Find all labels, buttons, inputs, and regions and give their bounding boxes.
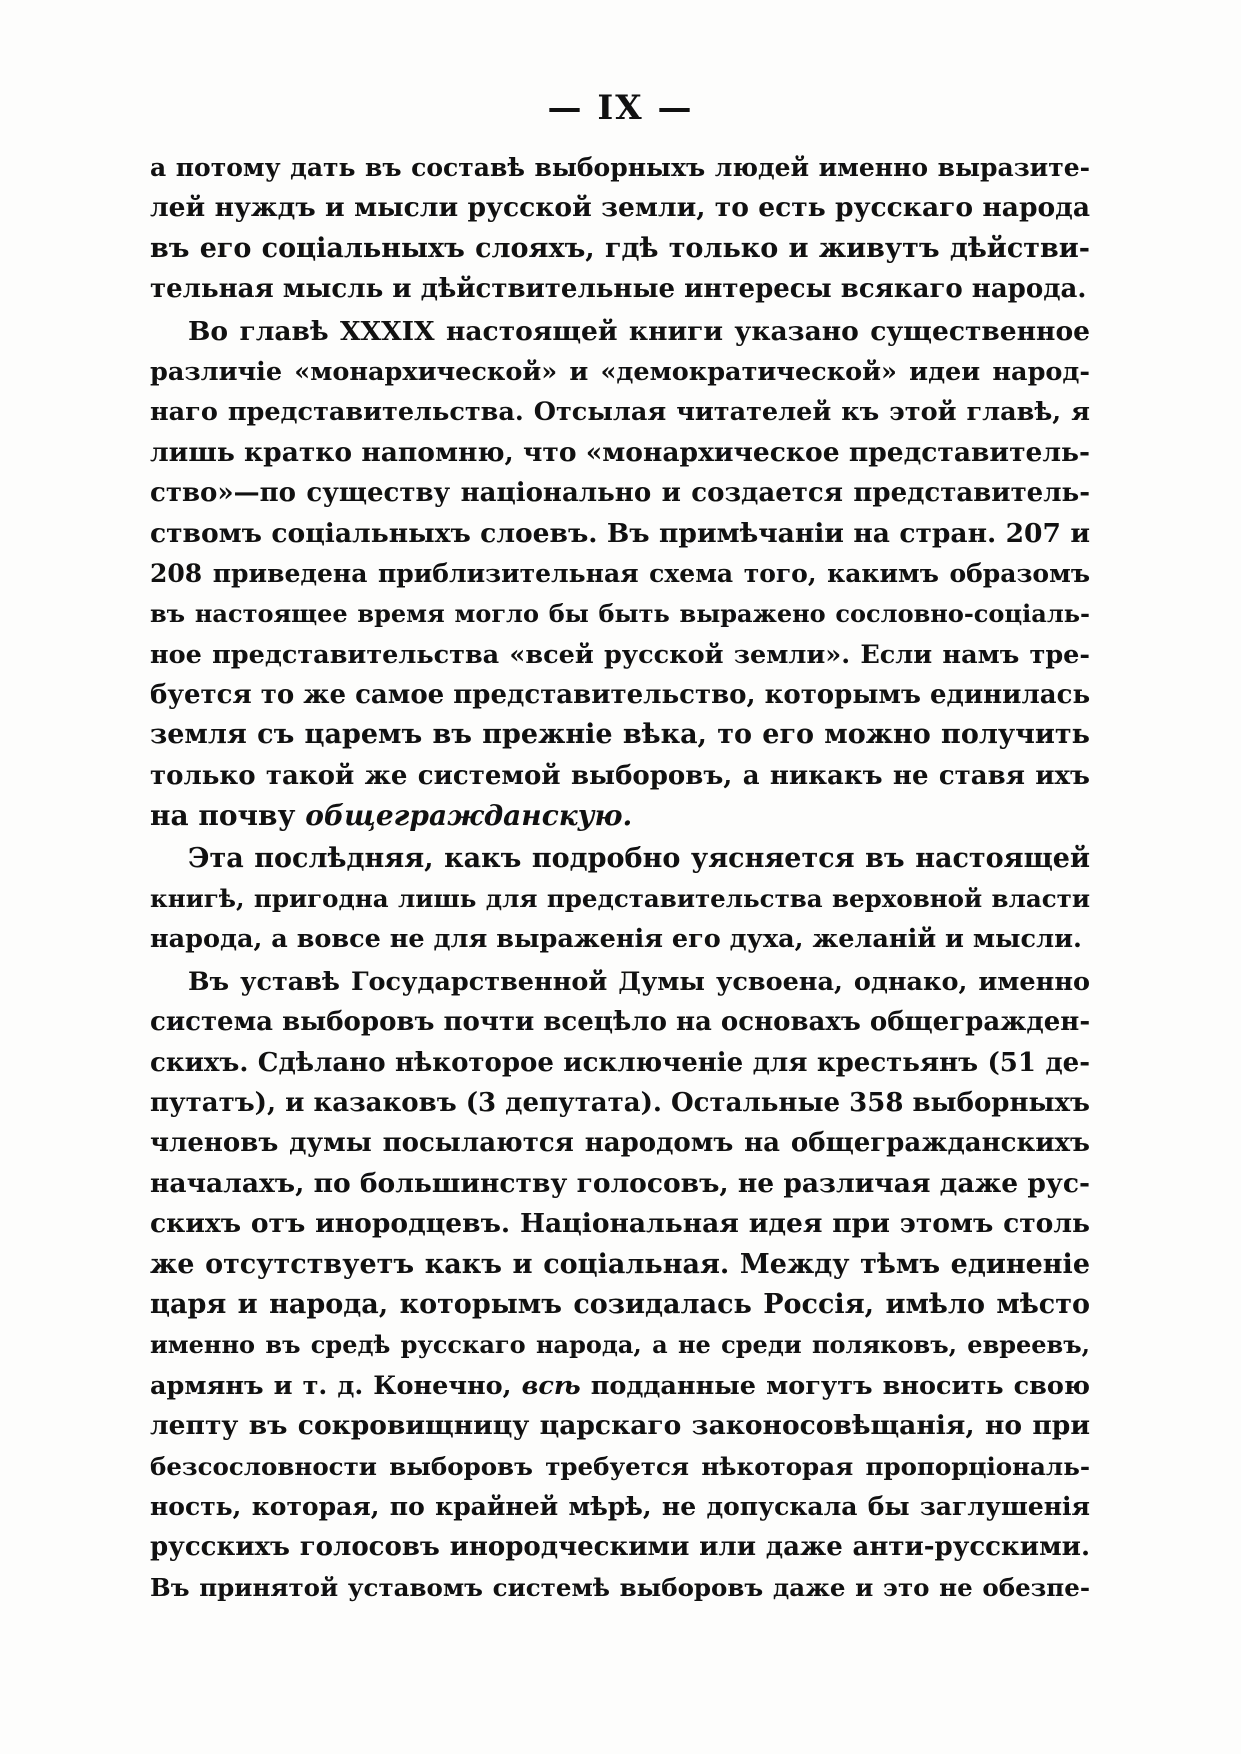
text-line: лепту въ сокровищницу царскаго законосовѣщанія, но при (150, 1410, 1090, 1442)
text-line: путатъ), и казаковъ (3 депутата). Остальные 358 выборныхъ (150, 1087, 1090, 1118)
text-line: буется то же самое представительство, которымъ единилась (150, 680, 1091, 711)
text-line: же отсутствуетъ какъ и соціальная. Между тѣмъ единеніе (150, 1248, 1090, 1280)
paragraph-1 (150, 148, 1090, 310)
italic-term: всѣ (521, 1370, 581, 1401)
text-line: 208 приведена приблизительная схема того, какимъ образомъ (150, 558, 1090, 588)
body-text (150, 148, 1090, 1608)
text-line: русскихъ голосовъ инородческими или даже анти-русскими. (150, 1532, 1090, 1563)
text-line: Эта послѣдняя, какъ подробно уясняется въ настоящей (188, 842, 1090, 874)
text-line (150, 1366, 1090, 1406)
text-line: система выборовъ почти всецѣло на основахъ общегражден- (150, 1007, 1091, 1038)
text-line: царя и народа, которымъ созидалась Россія, имѣло мѣсто (150, 1288, 1090, 1320)
text-line: ство»—по существу національно и создается представитель- (150, 478, 1090, 509)
text-line: въ его соціальныхъ слояхъ, гдѣ только и живутъ дѣйстви- (150, 232, 1090, 264)
text-line: народа, а вовсе не для выраженія его духа, желаній и мысли. (150, 924, 1082, 955)
text-line: Въ принятой уставомъ системѣ выборовъ даже и это не обезпе- (150, 1572, 1090, 1602)
text-line: Въ уставѣ Государственной Думы усвоена, однако, именно (188, 966, 1090, 997)
text-line: скихъ отъ инородцевъ. Національная идея при этомъ столь (150, 1208, 1090, 1240)
text-line (150, 796, 1090, 836)
text-line: тельная мысль и дѣйствительные интересы всякаго народа. (150, 274, 1087, 305)
text-line: Во главѣ XXXIX настоящей книги указано существенное (188, 315, 1090, 347)
text-line: началахъ, по большинству голосовъ, не различая даже рус- (150, 1167, 1090, 1199)
paragraph-2 (150, 312, 1090, 837)
text-line: ное представительства «всей русской земли». Если намъ тре- (150, 639, 1090, 670)
text-run: армянъ и т. д. Конечно, (150, 1370, 522, 1401)
text-line: именно въ средѣ русскаго народа, а не среди поляковъ, евреевъ, (150, 1330, 1090, 1360)
text-line: наго представительства. Отсылая читателей къ этой главѣ, я (150, 397, 1090, 428)
text-line: различіе «монархической» и «демократической» идеи народ- (150, 356, 1090, 387)
text-line: членовъ думы посылаются народомъ на общегражданскихъ (150, 1128, 1090, 1159)
text-run: на почву (150, 799, 306, 833)
text-line: только такой же системой выборовъ, а никакъ не ставя ихъ (150, 760, 1090, 791)
text-line: въ настоящее время могло бы быть выражено сословно-соціаль- (150, 599, 1090, 629)
text-line: книгѣ, пригодна лишь для представительства верховной власти (150, 884, 1090, 914)
text-line: земля съ царемъ въ прежніе вѣка, то его можно получить (150, 719, 1090, 751)
text-run: подданные могутъ вносить свою (580, 1370, 1091, 1401)
text-line: а потому дать въ составѣ выборныхъ людей именно выразите- (150, 153, 1090, 182)
text-line: ность, которая, по крайней мѣрѣ, не допускала бы заглушенія (150, 1491, 1090, 1521)
text-line: лишь кратко напомню, что «монархическое представитель- (150, 436, 1091, 468)
paragraph-3 (150, 839, 1090, 960)
page-number: — IX — (547, 88, 694, 128)
text-line: ствомъ соціальныхъ слоевъ. Въ примѣчаніи на стран. 207 и (150, 517, 1090, 549)
text-line: безсословности выборовъ требуется нѣкоторая пропорціональ- (150, 1451, 1090, 1481)
italic-term: общегражданскую. (305, 799, 633, 833)
text-line: скихъ. Сдѣлано нѣкоторое исключеніе для крестьянъ (51 де- (150, 1047, 1090, 1078)
text-line: лей нуждъ и мысли русской земли, то есть русскаго народа (150, 192, 1090, 224)
paragraph-4 (150, 962, 1090, 1608)
